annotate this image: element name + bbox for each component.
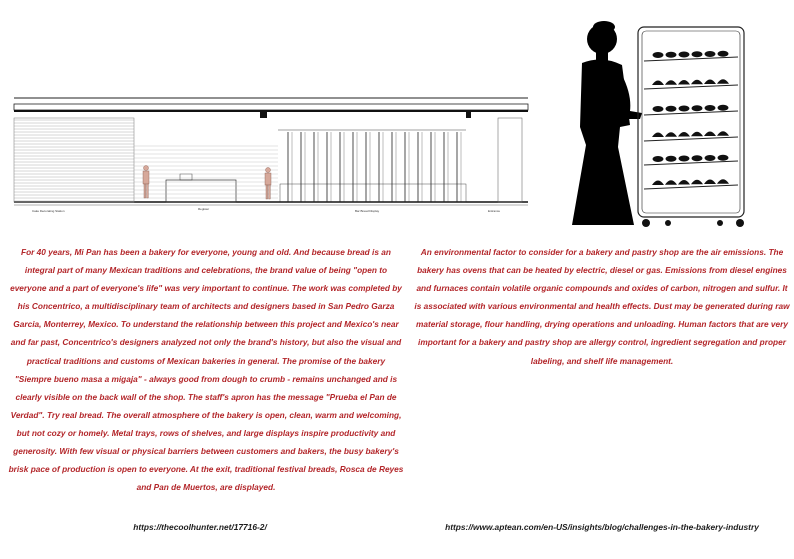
baker-with-bread-rack-illustration [560, 15, 760, 230]
right-description-paragraph: An environmental factor to consider for a bakery and pastry shop are the air emissions. The bakery has ovens that can be heated by electric, diesel or gas. Emissions from diesel engines and furnaces contain volatile organic compounds and oxides of carbon, nitrogen and sulfur. It is associated with various environmental and health effects. Dust may be generated during raw material storage, flour handling, drying operations and unloading. Human factors that are very important for a bakery and pastry shop are allergy control, ingredient segregation and proper labeling, and shelf life management. [414, 247, 790, 366]
source-link-coolhunter[interactable]: https://thecoolhunter.net/17716-2/ [133, 522, 267, 532]
section-label-cake-station: Cake Decorating Station [32, 209, 65, 213]
left-description-paragraph: For 40 years, Mi Pan has been a bakery for everyone, young and old. And because bread is an integral part of many Mexican traditions and celebrations, the brand value of being "open to everyone and a part of everyone's life" was very important to continue. The work was completed by his Concentrico, a multidisciplinary team of architects and designers based in San Pedro Garza Garcia, Monterrey, Mexico. To understand the relationship between this project and Mexico's near and far past, Concentrico's designers analyzed not only the brand's history, but also the visual and practical traditions and customs of Mexican bakeries in general. The promise of the bakery "Siempre bueno masa a migaja" - always good from dough to crumb - remains unchanged and is clearly visible on the back wall of the shop. The staff's apron has the message "Prueba el Pan de Verdad". Try real bread. The overall atmosphere of the bakery is open, clean, warm and welcoming, but not cozy or homely. Metal trays, rows of shelves, and large displays inspire productivity and generosity. With few visual or physical barriers between customers and bakers, the busy bakery's brisk pace of production is open to everyone. At the exit, traditional festival breads, Rosca de Reyes and Pan de Muertos, are displayed. [8, 247, 404, 493]
section-label-entrance: Entrance [488, 209, 501, 213]
section-label-register: Register [198, 207, 210, 211]
baker-silhouette [572, 21, 642, 225]
bakery-section-drawing [10, 92, 530, 216]
source-link-aptean[interactable]: https://www.aptean.com/en-US/insights/blog/challenges-in-the-bakery-industry [445, 522, 759, 532]
section-label-bread-display: Bar Bread Display [355, 209, 380, 213]
